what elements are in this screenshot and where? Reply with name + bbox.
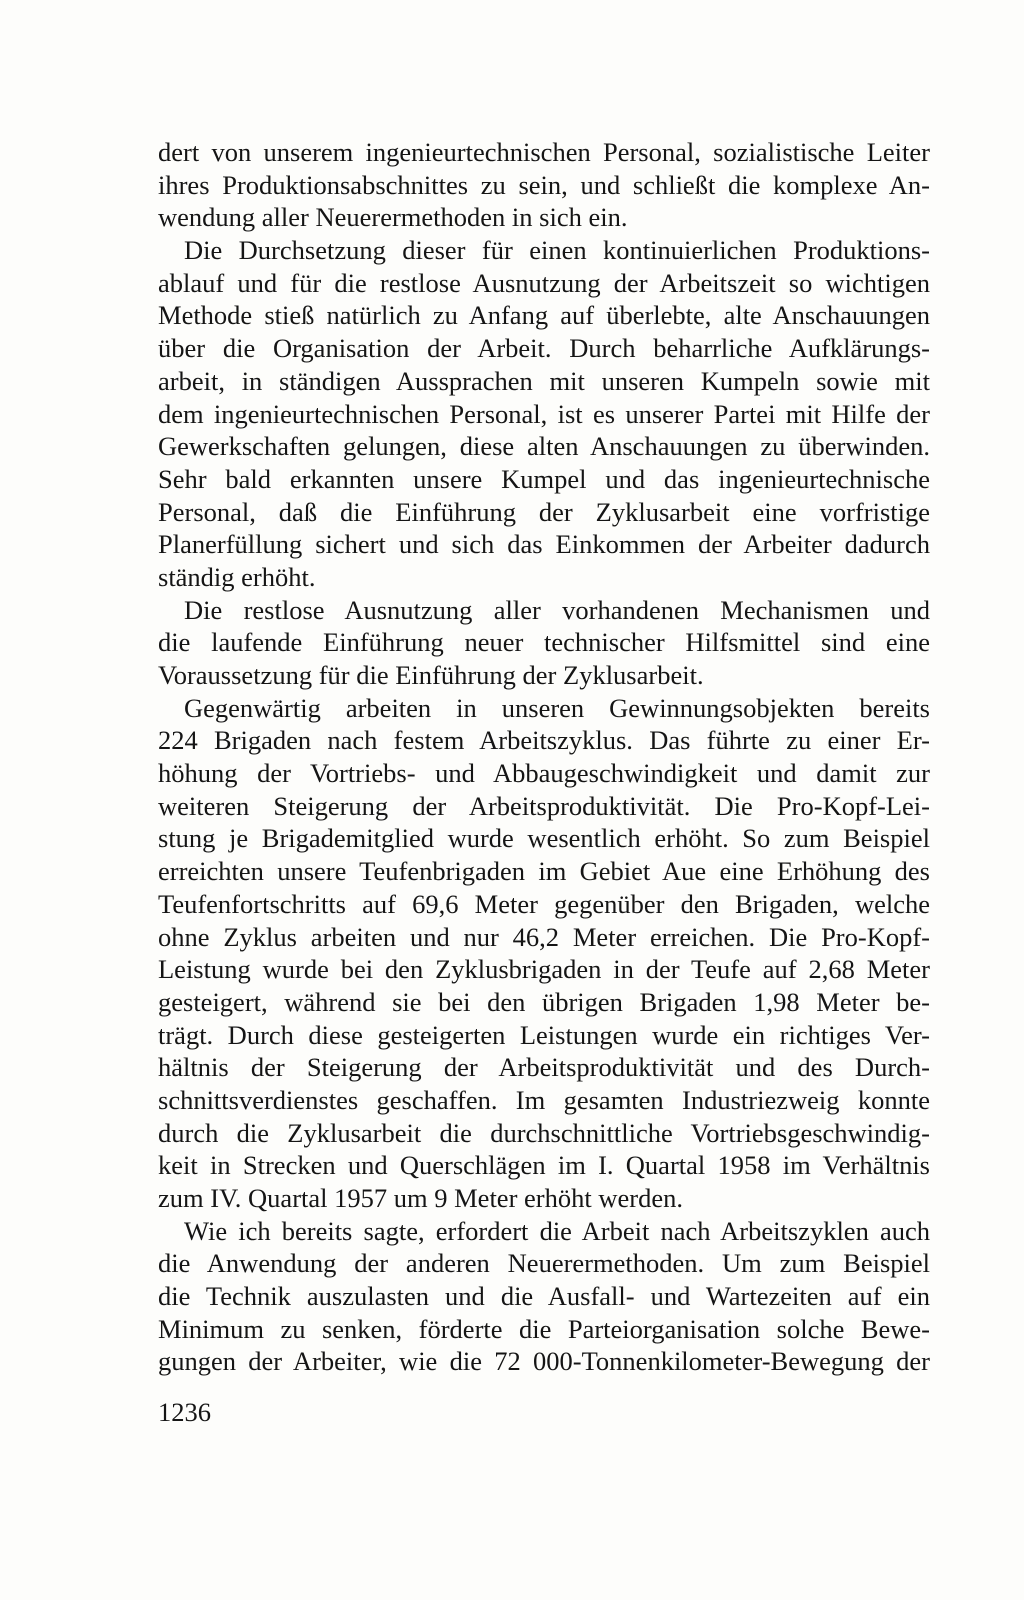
text-line: zum IV. Quartal 1957 um 9 Meter erhöht werden. [158,1183,683,1213]
text-line: Teufenfortschritts auf 69,6 Meter gegenüber den Brigaden, welche [158,888,930,919]
text-line: die Technik auszulasten und die Ausfall- und Wartezeiten auf ein [158,1281,930,1312]
text-line: hältnis der Steigerung der Arbeitsproduktivität und des Durch- [158,1052,930,1083]
text-line: ohne Zyklus arbeiten und nur 46,2 Meter erreichen. Die Pro-Kopf- [158,921,930,952]
text-line: erreichten unsere Teufenbrigaden im Gebiet Aue eine Erhöhung des [158,856,930,887]
text-line: Planerfüllung sichert und sich das Einkommen der Arbeiter dadurch [158,529,930,560]
paragraph [158,1215,930,1378]
text-line: Methode stieß natürlich zu Anfang auf überlebte, alte Anschauungen [158,300,930,331]
text-line: ihres Produktionsabschnittes zu sein, und schließt die komplexe An- [158,169,930,200]
body-text [158,136,930,1378]
text-line: Gewerkschaften gelungen, diese alten Anschauungen zu überwinden. [158,431,930,462]
text-line: ablauf und für die restlose Ausnutzung der Arbeitszeit so wichtigen [158,267,930,298]
text-line: arbeit, in ständigen Aussprachen mit unseren Kumpeln sowie mit [158,365,930,396]
text-line: gungen der Arbeiter, wie die 72 000-Tonnenkilometer-Bewegung der [158,1346,930,1377]
text-line: schnittsverdienstes geschaffen. Im gesamten Industriezweig konnte [158,1084,930,1115]
text-line: die Anwendung der anderen Neuerermethoden. Um zum Beispiel [158,1248,930,1279]
text-line: Minimum zu senken, förderte die Parteiorganisation solche Bewe- [158,1313,930,1344]
text-line: Leistung wurde bei den Zyklusbrigaden in der Teufe auf 2,68 Meter [158,954,930,985]
text-line: keit in Strecken und Querschlägen im I. Quartal 1958 im Verhältnis [158,1150,930,1181]
text-line: die laufende Einführung neuer technischer Hilfsmittel sind eine [158,627,930,658]
paragraph [158,136,930,234]
text-line: Gegenwärtig arbeiten in unseren Gewinnungsobjekten bereits [184,692,930,723]
text-line: gesteigert, während sie bei den übrigen Brigaden 1,98 Meter be- [158,986,930,1017]
text-line: höhung der Vortriebs- und Abbaugeschwindigkeit und damit zur [158,758,930,789]
text-line: dem ingenieurtechnischen Personal, ist es unserer Partei mit Hilfe der [158,398,930,429]
text-line: wendung aller Neuerermethoden in sich ein. [158,202,628,233]
paragraph [158,594,930,692]
text-line: ständig erhöht. [158,561,316,592]
text-line: trägt. Durch diese gesteigerten Leistungen wurde ein richtiges Ver- [158,1019,930,1050]
text-line: Personal, daß die Einführung der Zyklusarbeit eine vorfristige [158,496,930,527]
text-line: weiteren Steigerung der Arbeitsproduktivität. Die Pro-Kopf-Lei- [158,790,930,821]
text-line: über die Organisation der Arbeit. Durch beharrliche Aufklärungs- [158,333,930,364]
text-line: Wie ich bereits sagte, erfordert die Arbeit nach Arbeitszyklen auch [184,1215,930,1246]
text-line: stung je Brigademitglied wurde wesentlich erhöht. So zum Beispiel [158,823,930,854]
text-line: Die Durchsetzung dieser für einen kontinuierlichen Produktions- [184,235,930,266]
paragraph [158,692,930,1215]
text-line: Sehr bald erkannten unsere Kumpel und das ingenieurtechnische [158,463,930,494]
text-line: dert von unserem ingenieurtechnischen Personal, sozialistische Leiter [158,137,930,167]
paragraph [158,234,930,594]
text-line: durch die Zyklusarbeit die durchschnittliche Vortriebsgeschwindig- [158,1117,930,1148]
text-line: 224 Brigaden nach festem Arbeitszyklus. Das führte zu einer Er- [158,725,930,756]
text-line: Die restlose Ausnutzung aller vorhandenen Mechanismen und [184,594,930,625]
page-number: 1236 [158,1397,211,1427]
text-line: Voraussetzung für die Einführung der Zyklusarbeit. [158,660,704,690]
